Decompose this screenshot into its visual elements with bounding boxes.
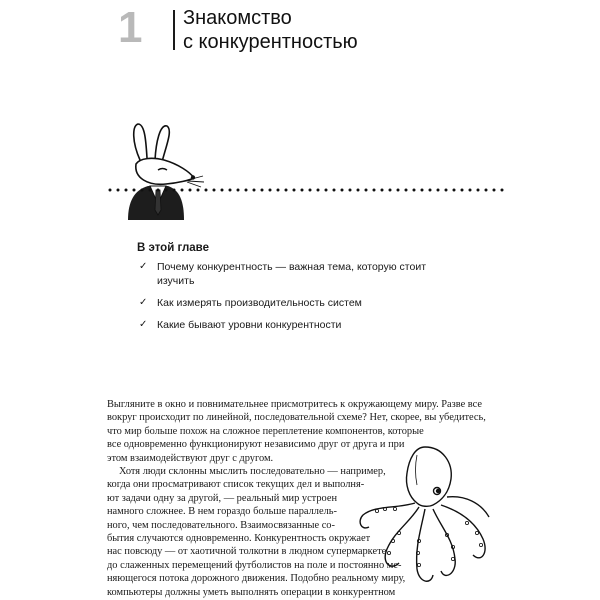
body-line: нас повсюду — от хаотичной толкотни в людном супермаркете: [107, 546, 387, 558]
body-line: няющегося потока дорожного движения. Подобно реальному миру,: [107, 573, 406, 585]
body-line: вокруг происходит по линейной, последовательной схеме? Нет, скорее, вы убедитесь,: [107, 412, 486, 424]
section-dotted-divider: [108, 188, 508, 192]
goal-item-text: Какие бывают уровни конкурентности: [157, 319, 342, 331]
rabbit-mascot-icon: [118, 120, 208, 220]
chapter-title-line-2: с конкурентностью: [183, 31, 358, 53]
goal-item: [137, 296, 497, 310]
chapter-divider: [173, 10, 175, 50]
check-icon: ✓: [139, 319, 148, 330]
chapter-number: 1: [118, 3, 143, 52]
body-line: намного сложнее. В нем гораздо больше параллель-: [107, 506, 337, 518]
octopus-illustration-icon: [355, 445, 495, 595]
body-line: до слаженных перемещений футболистов на поле и постоянно ме-: [107, 559, 402, 571]
check-icon: ✓: [139, 297, 148, 308]
chapter-title-line-1: Знакомство: [183, 7, 292, 29]
body-line: что мир больше похож на сложное переплетение компонентов, которые: [107, 425, 424, 437]
goal-item: [137, 318, 497, 332]
chapter-title: [183, 6, 358, 54]
body-line: Хотя люди склонны мыслить последовательно — например,: [119, 466, 386, 478]
body-line: этом взаимодействуют друг с другом.: [107, 452, 274, 464]
chapter-goals: [137, 242, 497, 340]
goal-item-text-cont: изучить: [157, 275, 195, 287]
body-line: ного, чем последовательного. Взаимосвязанные со-: [107, 519, 335, 531]
goal-item-text: Как измерять производительность систем: [157, 297, 362, 309]
chapter-goals-heading: В этой главе: [137, 242, 209, 254]
body-line: компьютеры должны уметь выполнять операции в конкурентном: [107, 586, 396, 598]
goal-item-text: Почему конкурентность — важная тема, которую стоит: [157, 261, 427, 273]
body-line: все одновременно функционируют независимо друг от друга и при: [107, 439, 405, 451]
body-line: Выгляните в окно и повнимательнее присмотритесь к окружающему миру. Разве все: [107, 399, 483, 410]
body-line: когда они просматривают список текущих дел и выполня-: [107, 479, 365, 491]
body-line: бытия случаются одновременно. Конкурентность окружает: [107, 533, 371, 545]
body-line: ют задачи одну за другой, — реальный мир устроен: [107, 492, 338, 504]
check-icon: ✓: [139, 261, 148, 272]
goal-item: [137, 260, 497, 288]
